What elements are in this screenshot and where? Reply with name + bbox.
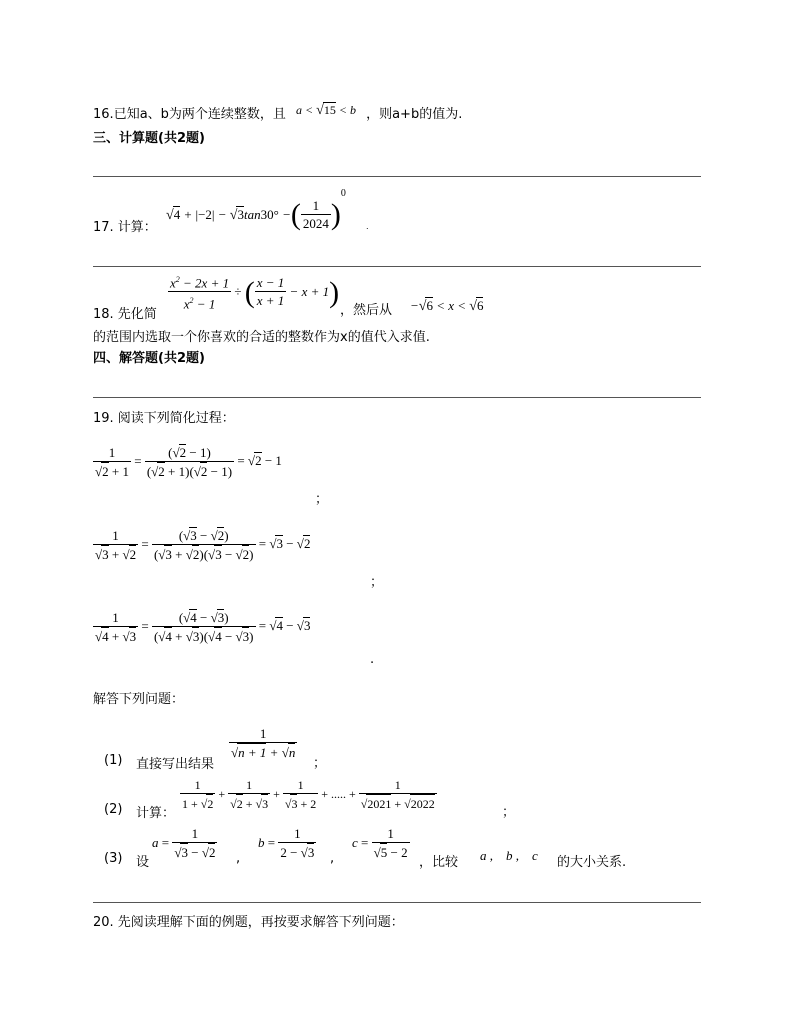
q19-part3-end: 的大小关系.: [557, 855, 627, 870]
q19-part1-expr: $\frac{1}{√n + 1 + √n}$: [231, 726, 296, 760]
q19-answer-prompt: 解答下列问题：: [93, 692, 185, 707]
q19-part1-text: 直接写出结果: [136, 757, 215, 772]
q18-label: 18. 先化简: [93, 307, 157, 322]
q19-part2-expr: $\frac{1}{1 + √2}$ + $\frac{1}{√2 + √3}$ + $\frac{1}{√3 + 2}$ + ..... + $\frac{1}{√2021 + √2022}$: [182, 778, 435, 811]
q20-text: 20. 先阅读理解下面的例题，再按要求解答下列问题：: [93, 915, 404, 930]
q19-step-3-end: .: [370, 652, 375, 667]
q19-part2-end: ；: [502, 805, 516, 820]
q16-number: 16.: [93, 107, 114, 122]
q19-part3-compare: ，比较: [419, 855, 459, 870]
q17-expression: √4 + |−2| − √3tan30° −( $\frac{1}{2024}$ )$^0$: [166, 188, 346, 232]
q19-step-1: $\frac{1}{√2 + 1}$ = $\frac{(√2 - 1)}{(√2 + 1)(√2 - 1)}$ = √2 − 1: [95, 444, 282, 479]
section-3-heading: 三、计算题(共2题): [93, 131, 205, 146]
q19-part3-text: 设: [136, 855, 150, 870]
q18-expression: $\frac{x^2 - 2x + 1}{x^2 - 1}$ ÷ ( $\frac{x - 1}{x + 1}$ − x + 1): [168, 272, 339, 314]
q19-part3-b: b = $\frac{1}{2 - √3}$: [258, 826, 315, 860]
divider: [93, 902, 701, 903]
q19-step-2: $\frac{1}{√3 + √2}$ = $\frac{(√3 - √2)}{(√3 + √2)(√3 - √2)}$ = √3 − √2: [95, 527, 311, 562]
q19-part3-label: (3): [104, 851, 123, 866]
q16-text-a: 已知a、b为两个连续整数，且: [113, 107, 286, 122]
q19-step-1-end: ；: [315, 492, 329, 507]
q19-part2-text: 计算：: [136, 806, 176, 821]
q19-step-3: $\frac{1}{√4 + √3}$ = $\frac{(√4 - √3)}{(√4 + √3)(√4 - √3)}$ = √4 − √3: [95, 609, 311, 644]
section-4-heading: 四、解答题(共2题): [93, 351, 205, 366]
divider: [93, 397, 701, 398]
q19-part3-c: c = $\frac{1}{√5 - 2}$: [352, 826, 408, 860]
q18-text-a: ，然后从: [340, 303, 393, 318]
q18-text-b: 的范围内选取一个你喜欢的合适的整数作为x的值代入求值.: [93, 330, 430, 345]
q19-part2-label: (2): [104, 802, 123, 817]
q19-part1-end: ；: [313, 756, 327, 771]
q16-text-b: ，则a+b的值为.: [366, 107, 463, 122]
q19-part3-a: a = $\frac{1}{√3 - √2}$: [152, 826, 216, 860]
q17-label: 17. 计算：: [93, 220, 157, 235]
divider: [93, 266, 701, 267]
q19-part1-label: (1): [104, 753, 123, 768]
q19-intro: 19. 阅读下列简化过程：: [93, 411, 235, 426]
question-16: [93, 103, 462, 123]
divider: [93, 176, 701, 177]
q18-range: −√6 < x < √6: [410, 298, 484, 314]
q16-inequality: a < √15 < b: [296, 103, 356, 118]
q19-step-2-end: ；: [370, 575, 384, 590]
